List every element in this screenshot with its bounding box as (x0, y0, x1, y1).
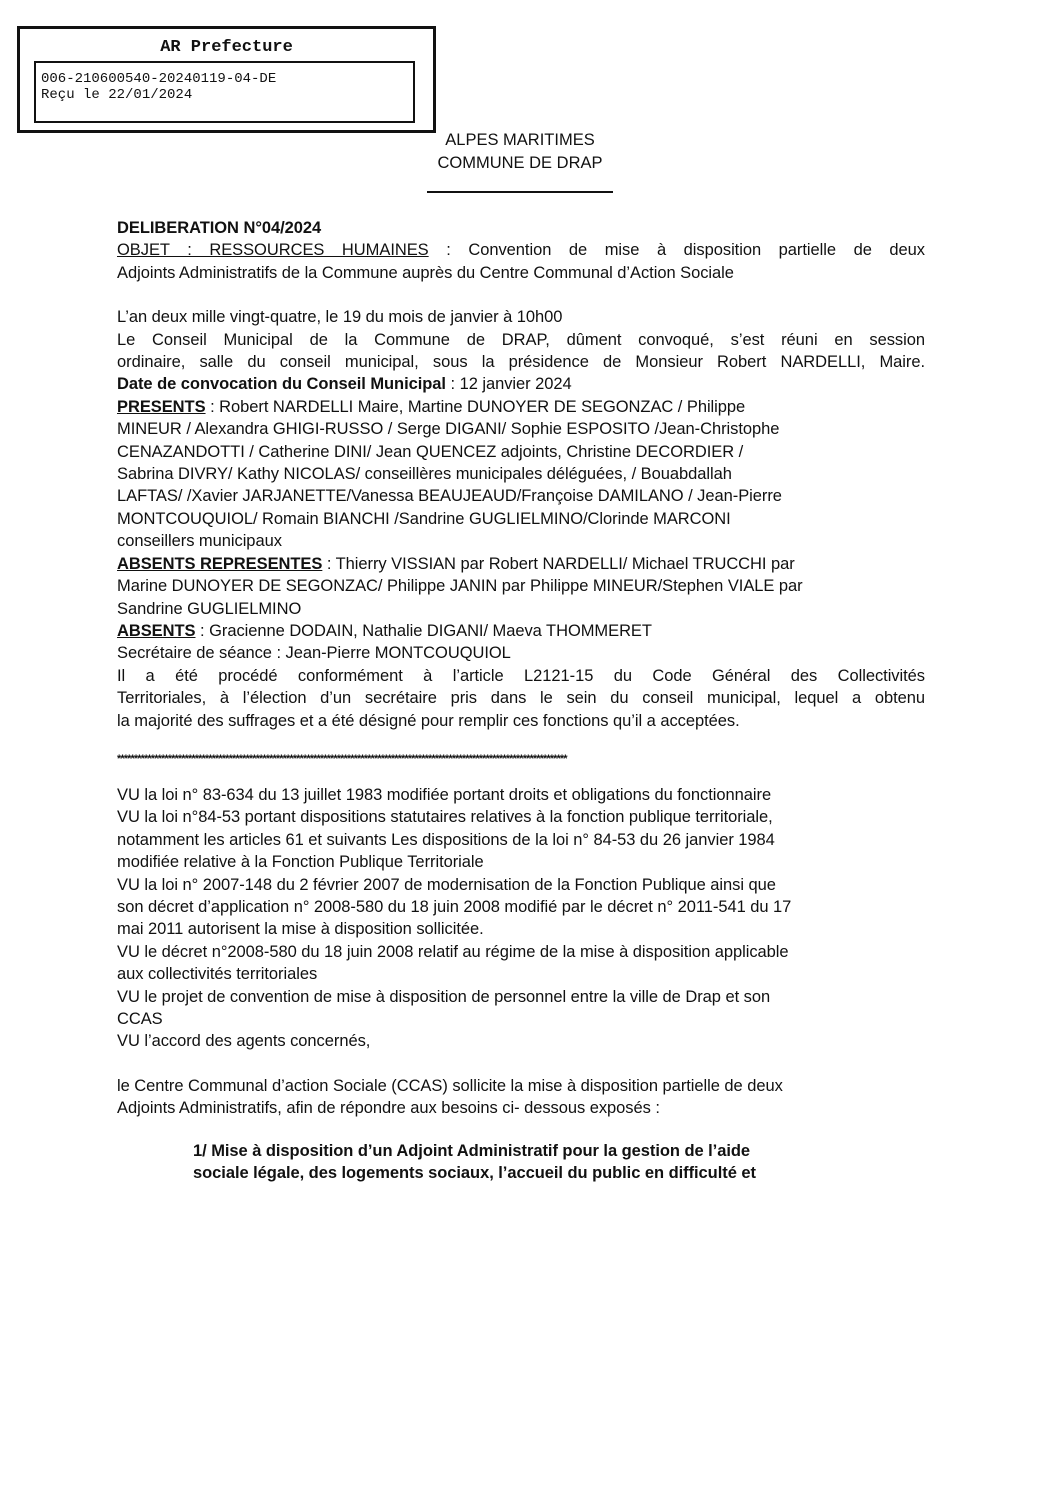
stamp-received-date: Reçu le 22/01/2024 (41, 87, 193, 103)
vu-line: aux collectivités territoriales (117, 965, 318, 984)
vu-line: mai 2011 autorisent la mise à disposition sollicitée. (117, 920, 484, 939)
absents-text: : Gracienne DODAIN, Nathalie DIGANI/ Maeva THOMMERET (195, 621, 652, 640)
presents-line: LAFTAS/ /Xavier JARJANETTE/Vanessa BEAUJEAUD/Françoise DAMILANO / Jean-Pierre (117, 487, 782, 506)
vu-line: VU la loi n° 83-634 du 13 juillet 1983 modifiée portant droits et obligations du fonctionnaire (117, 785, 772, 804)
objet-label: OBJET : RESSOURCES HUMAINES (117, 241, 429, 260)
session-line-2: ordinaire, salle du conseil municipal, sous la présidence de Monsieur Robert NARDELLI, Maire. (117, 353, 925, 372)
vu-line: VU la loi n° 2007-148 du 2 février 2007 de modernisation de la Fonction Publique ainsi que (117, 875, 776, 894)
presents-text: : Robert NARDELLI Maire, Martine DUNOYER DE SEGONZAC / Philippe (205, 397, 746, 416)
vu-line: modifiée relative à la Fonction Publique Territoriale (117, 853, 484, 872)
secretaire-election-line: la majorité des suffrages et a été désigné pour remplir ces fonctions qu’il a acceptées. (117, 711, 740, 730)
presents-line-1 (117, 396, 925, 418)
secretaire-line: Secrétaire de séance : Jean-Pierre MONTCOUQUIOL (117, 644, 511, 663)
point-1-heading: 1/ Mise à disposition d’un Adjoint Administratif pour la gestion de l’aide (193, 1141, 751, 1160)
session-date: L’an deux mille vingt-quatre, le 19 du mois de janvier à 10h00 (117, 308, 563, 327)
ccas-request-line: le Centre Communal d’action Sociale (CCAS) sollicite la mise à disposition partielle de deux (117, 1076, 783, 1095)
objet-line (117, 239, 925, 261)
vu-line: VU la loi n°84-53 portant dispositions statutaires relatives à la fonction publique territoriale, (117, 808, 773, 827)
absents-representes-line: Sandrine GUGLIELMINO (117, 599, 302, 618)
absents-representes-line-1 (117, 553, 925, 575)
presents-line: CENAZANDOTTI / Catherine DINI/ Jean QUENCEZ adjoints, Christine DECORDIER / (117, 442, 744, 461)
ccas-request-line: Adjoints Administratifs, afin de répondre aux besoins ci- dessous exposés : (117, 1099, 660, 1118)
spacer (117, 1120, 925, 1140)
department-heading: ALPES MARITIMES (445, 131, 595, 149)
spacer (117, 1053, 925, 1075)
session-line-1: Le Conseil Municipal de la Commune de DRAP, dûment convoqué, s’est réuni en session (117, 330, 925, 349)
commune-heading: COMMUNE DE DRAP (437, 154, 603, 172)
presents-label: PRESENTS (117, 397, 206, 416)
vu-line: notamment les articles 61 et suivants Les dispositions de la loi n° 84-53 du 26 janvier 1984 (117, 830, 775, 849)
asterisk-separator: ************************************************************************************************************************************* (117, 752, 567, 765)
prefecture-stamp (17, 26, 436, 133)
stamp-reference: 006-210600540-20240119-04-DE (41, 71, 277, 87)
document-body (117, 217, 925, 1184)
objet-text: : Convention de mise à disposition partielle de deux (428, 241, 925, 260)
vu-line: CCAS (117, 1010, 163, 1028)
absents-representes-line: Marine DUNOYER DE SEGONZAC/ Philippe JANIN par Philippe MINEUR/Stephen VIALE par (117, 577, 803, 596)
absents-representes-label: ABSENTS REPRESENTES (117, 554, 323, 573)
secretaire-election-line: Territoriales, à l’élection d’un secrétaire pris dans le sein du conseil municipal, lequel a obtenu (117, 689, 925, 708)
convocation-line (117, 373, 925, 395)
presents-line: MINEUR / Alexandra GHIGI-RUSSO / Serge DIGANI/ Sophie ESPOSITO /Jean-Christophe (117, 420, 780, 439)
presents-line: Sabrina DIVRY/ Kathy NICOLAS/ conseillères municipales déléguées, / Bouabdallah (117, 465, 732, 484)
convocation-label: Date de convocation du Conseil Municipal (117, 375, 446, 394)
vu-line: VU le projet de convention de mise à disposition de personnel entre la ville de Drap et son (117, 987, 771, 1006)
absents-label: ABSENTS (117, 621, 196, 640)
absents-line (117, 620, 925, 642)
stamp-details (34, 61, 415, 123)
vu-line: son décret d’application n° 2008-580 du 18 juin 2008 modifié par le décret n° 2011-541 du 17 (117, 897, 792, 916)
presents-line: MONTCOUQUIOL/ Romain BIANCHI /Sandrine GUGLIELMINO/Clorinde MARCONI (117, 509, 731, 528)
vu-line: VU l’accord des agents concernés, (117, 1032, 371, 1051)
objet-line-2: Adjoints Administratifs de la Commune auprès du Centre Communal d’Action Sociale (117, 263, 734, 282)
header-divider (427, 191, 613, 193)
vu-line: VU le décret n°2008-580 du 18 juin 2008 relatif au régime de la mise à disposition applicable (117, 942, 789, 961)
stamp-title: AR Prefecture (160, 38, 293, 57)
deliberation-number: DELIBERATION N°04/2024 (117, 219, 322, 237)
absents-representes-text: : Thierry VISSIAN par Robert NARDELLI/ Michael TRUCCHI par (322, 554, 795, 573)
convocation-value: : 12 janvier 2024 (445, 375, 572, 394)
spacer (117, 284, 925, 306)
secretaire-election-line: Il a été procédé conformément à l’article L2121-15 du Code Général des Collectivités (117, 666, 925, 685)
spacer (117, 770, 925, 784)
point-1-heading: sociale légale, des logements sociaux, l’accueil du public en difficulté et (193, 1164, 756, 1183)
presents-line: conseillers municipaux (117, 532, 282, 551)
